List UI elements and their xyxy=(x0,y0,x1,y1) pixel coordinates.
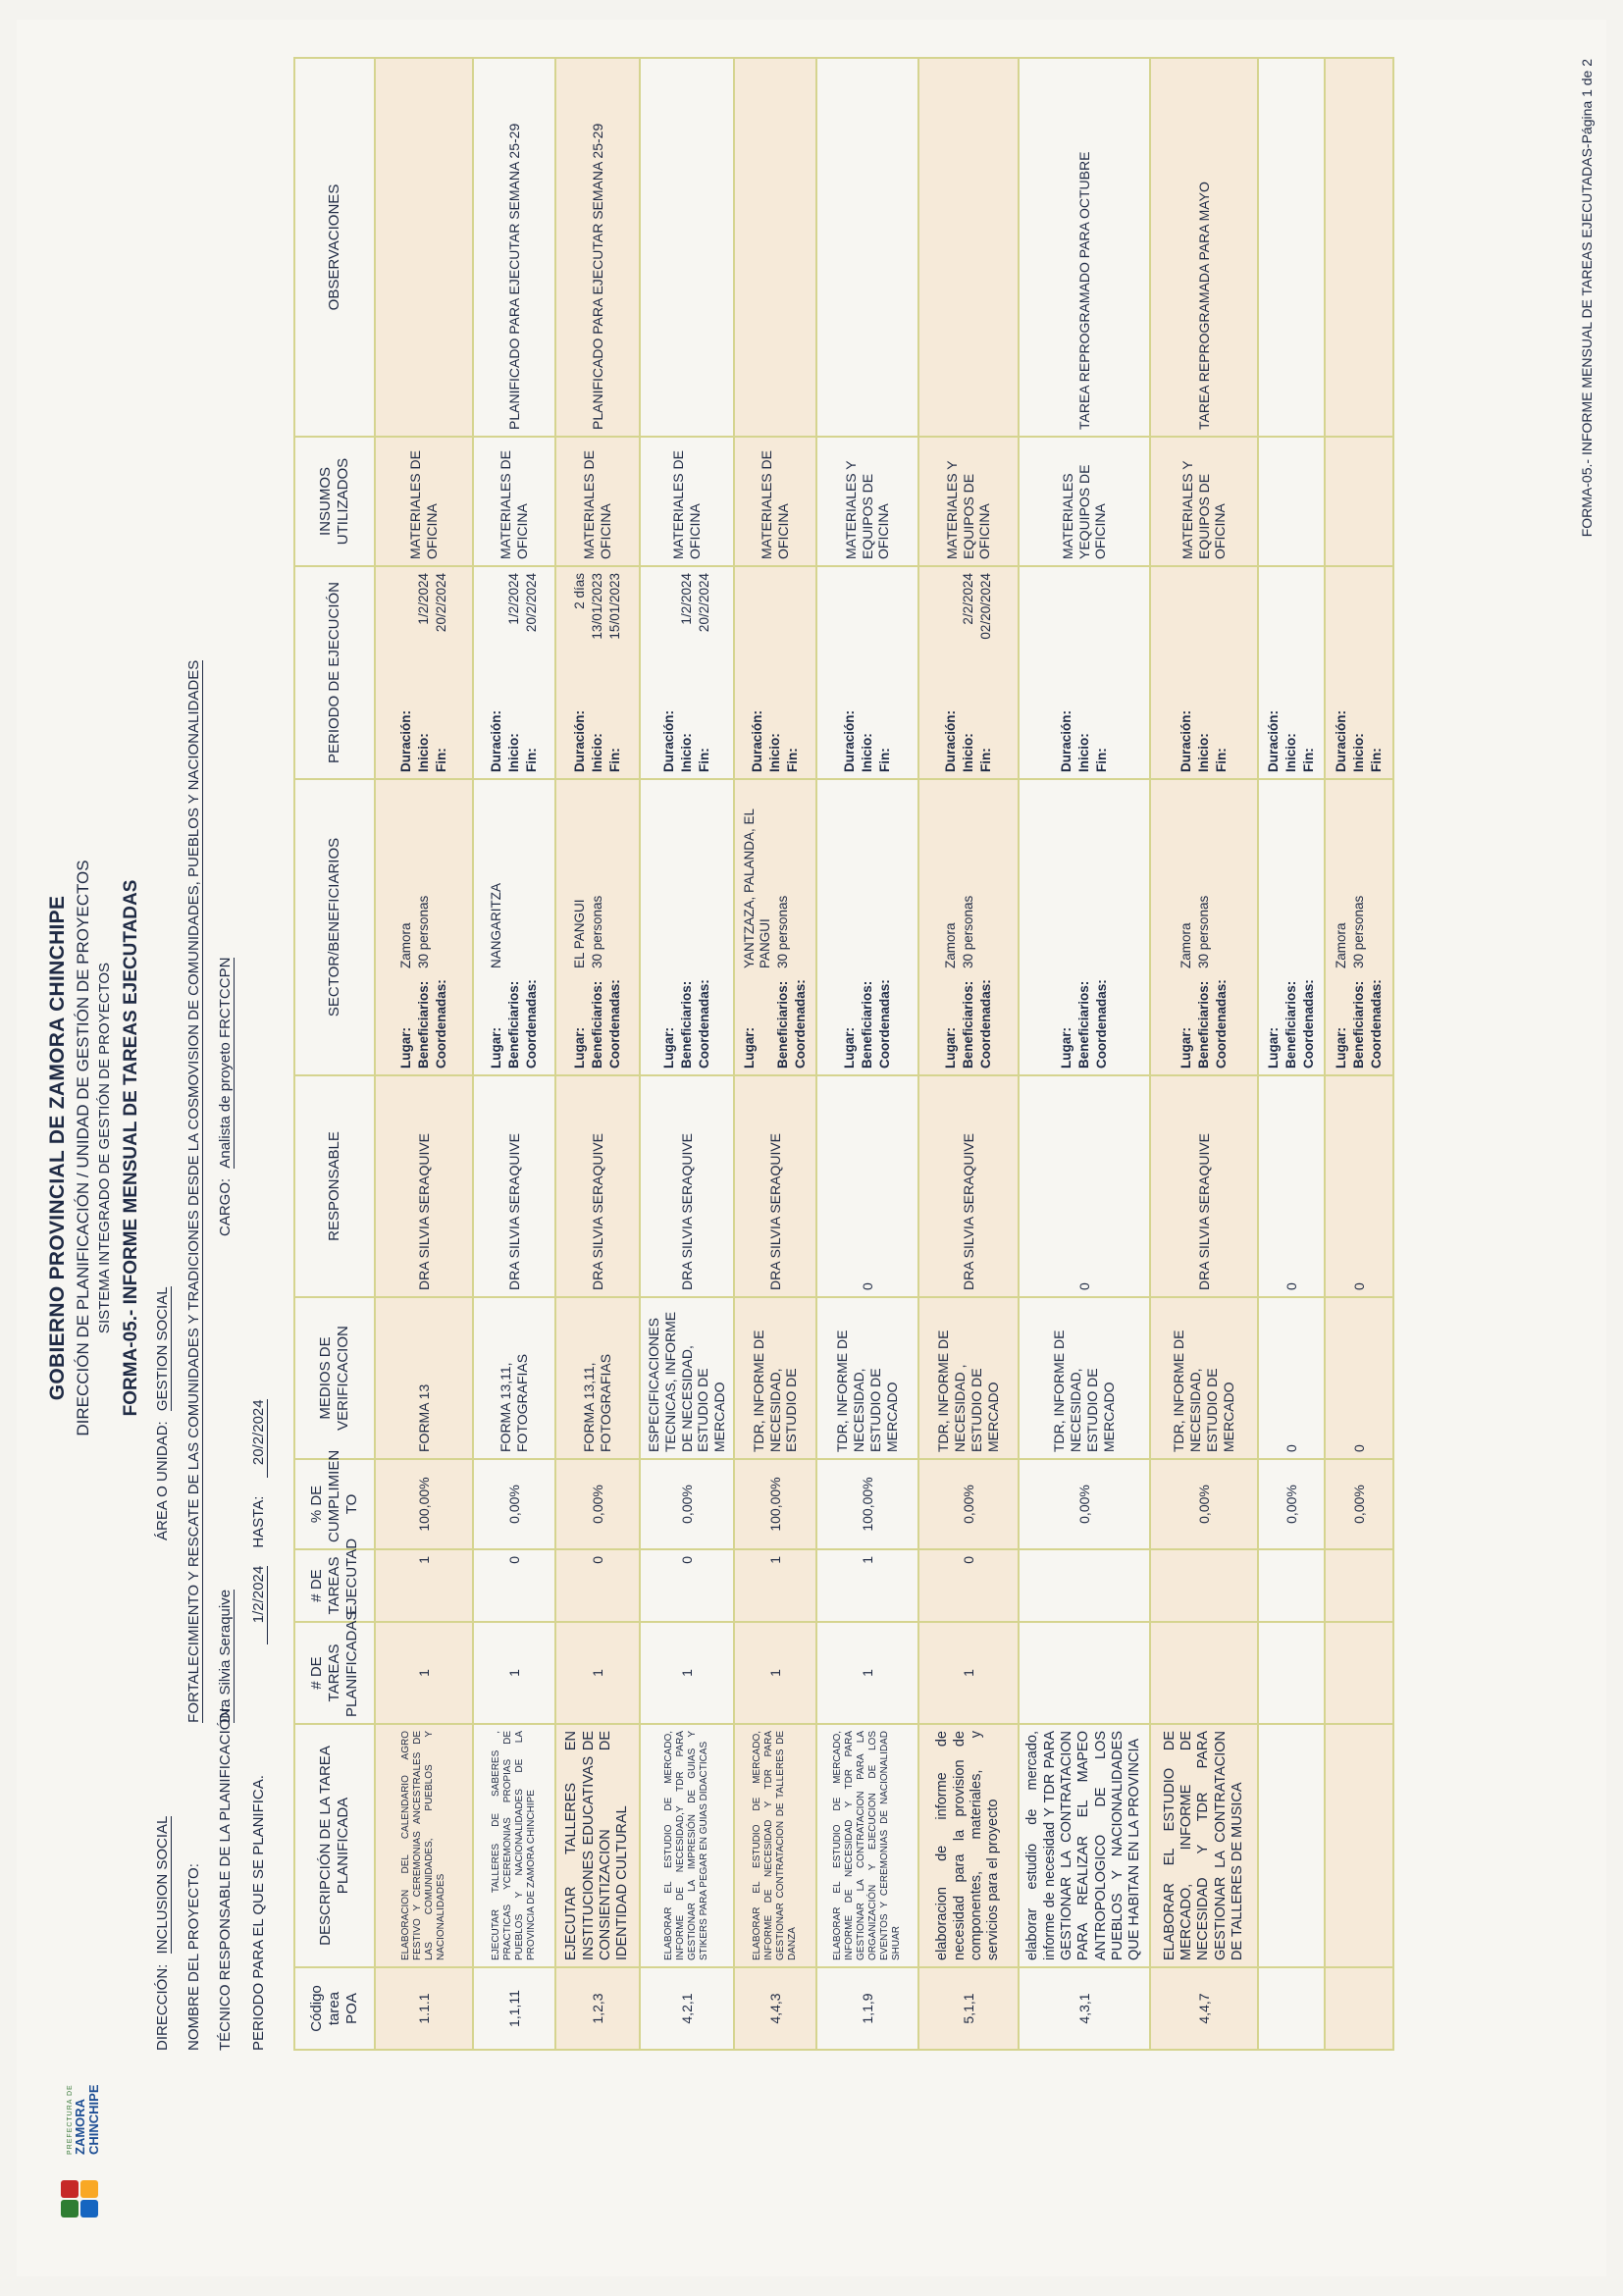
coordenadas-value xyxy=(877,786,893,968)
beneficiarios-value xyxy=(1283,786,1299,968)
cell-insumos xyxy=(1258,437,1325,566)
fin-label: Fin: xyxy=(1214,748,1230,772)
col-cumplimiento: % DE CUMPLIMIEN TO xyxy=(294,1459,375,1549)
inicio-value xyxy=(860,573,875,721)
cell-medios: FORMA 13,11, FOTOGRAFIAS xyxy=(473,1297,555,1459)
coordenadas-value xyxy=(697,786,712,968)
cell-periodo xyxy=(473,566,555,779)
lugar-value: YANTZAZA, PALANDA, EL PANGUI xyxy=(741,809,772,968)
cell-insumos: MATERIALES Y EQUIPOS DE OFICINA xyxy=(816,437,918,566)
cell-executed xyxy=(1150,1549,1258,1622)
lugar-value: Zamora xyxy=(942,922,958,968)
beneficiarios-value xyxy=(679,786,695,968)
cell-observaciones: TAREA REPROGRAMADA PARA MAYO xyxy=(1150,58,1258,437)
lugar-value xyxy=(842,786,858,968)
cell-description: ELABORACION DEL CALENDARIO AGRO FESTIVO Y CEREMONIAS ANCESTRALES DE LAS COMUNIDADES, PUEBLOS Y NACIONALIDADES xyxy=(375,1724,473,1967)
fin-label: Fin: xyxy=(607,748,623,772)
cell-periodo xyxy=(1150,566,1258,779)
coordenadas-value xyxy=(434,786,449,968)
cell-responsable: DRA SILVIA SERAQUIVE xyxy=(1150,1075,1258,1297)
cell-insumos: MATERIALES DE OFICINA xyxy=(640,437,734,566)
cell-observaciones: PLANIFICADO PARA EJECUTAR SEMANA 25-29 xyxy=(555,58,640,437)
lugar-value: NANGARITZA xyxy=(488,882,503,968)
cell-sector xyxy=(640,779,734,1075)
cell-percent: 0,00% xyxy=(555,1459,640,1549)
cell-observaciones: PLANIFICADO PARA EJECUTAR SEMANA 25-29 xyxy=(473,58,555,437)
cell-periodo xyxy=(640,566,734,779)
cell-code xyxy=(1258,1967,1325,2050)
fin-value: 20/2/2024 xyxy=(524,573,540,633)
duracion-value xyxy=(750,573,765,721)
cell-percent: 0,00% xyxy=(1325,1459,1393,1549)
duracion-value xyxy=(842,573,858,721)
inicio-label: Inicio: xyxy=(1350,733,1366,772)
document-header xyxy=(46,20,142,2276)
beneficiarios-value: 30 personas xyxy=(775,895,790,968)
fin-value: 15/01/2023 xyxy=(607,573,623,640)
inicio-label: Inicio: xyxy=(1075,733,1091,772)
cell-periodo xyxy=(555,566,640,779)
cell-sector xyxy=(375,779,473,1075)
cell-description: ELABORAR EL ESTUDIO DE MERCADO, INFORME DE NECESIDAD Y TDR PARA GESTIONAR LA CONTRATACION DE TALLERES DE MUSICA xyxy=(1150,1724,1258,1967)
cell-sector xyxy=(1019,779,1150,1075)
col-insumos: INSUMOS UTILIZADOS xyxy=(294,437,375,566)
duracion-label: Duración: xyxy=(749,709,764,772)
fin-label: Fin: xyxy=(1301,748,1317,772)
hasta-label: HASTA: xyxy=(250,1495,267,1548)
table-row xyxy=(734,58,816,2050)
cell-code: 1.1.1 xyxy=(375,1967,473,2050)
inicio-label: Inicio: xyxy=(1283,733,1298,772)
table-row xyxy=(1150,58,1258,2050)
coordenadas-label: Coordenadas: xyxy=(1301,979,1317,1069)
cell-planned: 1 xyxy=(555,1622,640,1724)
cell-executed xyxy=(1019,1549,1150,1622)
cell-sector xyxy=(1325,779,1393,1075)
coordenadas-label: Coordenadas: xyxy=(877,979,893,1069)
area-label: ÁREA O UNIDAD: xyxy=(154,1421,171,1540)
inicio-label: Inicio: xyxy=(589,733,604,772)
cell-periodo xyxy=(918,566,1019,779)
cell-executed: 0 xyxy=(555,1549,640,1622)
cell-planned xyxy=(1258,1622,1325,1724)
coordenadas-label: Coordenadas: xyxy=(1369,979,1385,1069)
cell-executed: 0 xyxy=(918,1549,1019,1622)
cell-code: 4,2,1 xyxy=(640,1967,734,2050)
cell-code: 1,2,3 xyxy=(555,1967,640,2050)
duracion-value xyxy=(1178,573,1194,721)
cell-executed: 0 xyxy=(640,1549,734,1622)
cell-insumos: MATERIALES Y EQUIPOS DE OFICINA xyxy=(918,437,1019,566)
beneficiarios-label: Beneficiarios: xyxy=(960,980,975,1069)
tasks-table xyxy=(293,57,1394,2051)
table-header-row xyxy=(294,58,375,2050)
cell-observaciones xyxy=(1325,58,1393,437)
inicio-value xyxy=(1351,573,1367,721)
periodo-label: PERIODO PARA EL QUE SE PLANIFICA. xyxy=(250,1775,267,2051)
inicio-value: 1/2/2024 xyxy=(678,573,694,625)
cell-sector xyxy=(1258,779,1325,1075)
cell-sector xyxy=(555,779,640,1075)
fin-label: Fin: xyxy=(697,748,712,772)
area-value: GESTION SOCIAL xyxy=(154,1286,171,1412)
cell-responsable: DRA SILVIA SERAQUIVE xyxy=(555,1075,640,1297)
table-row xyxy=(1019,58,1150,2050)
cell-code: 1,1,11 xyxy=(473,1967,555,2050)
cell-responsable: 0 xyxy=(1325,1075,1393,1297)
cell-responsable: 0 xyxy=(816,1075,918,1297)
beneficiarios-value: 30 personas xyxy=(960,895,975,968)
duracion-value xyxy=(489,573,504,721)
col-periodo: PERIODO DE EJECUCIÓN xyxy=(294,566,375,779)
cell-medios: FORMA 13,11, FOTOGRAFIAS xyxy=(555,1297,640,1459)
lugar-label: Lugar: xyxy=(1058,1027,1073,1069)
duracion-label: Duración: xyxy=(397,709,413,772)
beneficiarios-value xyxy=(1076,786,1092,968)
prefectura-logo: PREFECTURA DE ZAMORA CHINCHIPE xyxy=(61,2084,106,2218)
fin-value: 20/2/2024 xyxy=(697,573,712,633)
lugar-value xyxy=(1266,786,1282,968)
cell-insumos xyxy=(1325,437,1393,566)
cell-executed: 1 xyxy=(816,1549,918,1622)
inicio-value xyxy=(1196,573,1212,721)
cell-periodo xyxy=(734,566,816,779)
beneficiarios-label: Beneficiarios: xyxy=(505,980,521,1069)
cell-code xyxy=(1325,1967,1393,2050)
cell-responsable: DRA SILVIA SERAQUIVE xyxy=(734,1075,816,1297)
col-planificadas: # DE TAREAS PLANIFICADAS xyxy=(294,1622,375,1724)
table-row xyxy=(918,58,1019,2050)
fin-value xyxy=(785,573,801,721)
cell-executed: 1 xyxy=(734,1549,816,1622)
coordenadas-label: Coordenadas: xyxy=(697,979,712,1069)
cell-insumos: MATERIALES DE OFICINA xyxy=(734,437,816,566)
cell-medios: TDR, INFORME DE NECESIDAD, ESTUDIO DE xyxy=(734,1297,816,1459)
col-codigo: Código tarea POA xyxy=(294,1967,375,2050)
coordenadas-value xyxy=(524,786,540,968)
header-line2: DIRECCIÓN DE PLANIFICACIÓN / UNIDAD DE GESTIÓN DE PROYECTOS xyxy=(74,860,92,1436)
cell-planned: 1 xyxy=(640,1622,734,1724)
cell-sector xyxy=(918,779,1019,1075)
cell-percent: 0,00% xyxy=(640,1459,734,1549)
inicio-value xyxy=(767,573,783,721)
cell-periodo xyxy=(1019,566,1150,779)
cell-percent: 100,00% xyxy=(734,1459,816,1549)
cell-executed: 1 xyxy=(375,1549,473,1622)
coordenadas-label: Coordenadas: xyxy=(524,979,540,1069)
duracion-value: 2 días xyxy=(571,573,587,609)
inicio-label: Inicio: xyxy=(415,733,431,772)
cell-sector xyxy=(816,779,918,1075)
cell-code: 4,3,1 xyxy=(1019,1967,1150,2050)
beneficiarios-label: Beneficiarios: xyxy=(678,980,694,1069)
cell-percent: 0,00% xyxy=(473,1459,555,1549)
cell-responsable: 0 xyxy=(1258,1075,1325,1297)
table-row xyxy=(1325,58,1393,2050)
cell-insumos: MATERIALES DE OFICINA xyxy=(473,437,555,566)
fin-value xyxy=(877,573,893,721)
cell-planned xyxy=(1150,1622,1258,1724)
cell-code: 1,1,9 xyxy=(816,1967,918,2050)
coordenadas-label: Coordenadas: xyxy=(434,979,449,1069)
cell-percent: 0,00% xyxy=(1258,1459,1325,1549)
cell-planned xyxy=(1019,1622,1150,1724)
page-footer: FORMA-05.- INFORME MENSUAL DE TAREAS EJECUTADAS-Página 1 de 2 xyxy=(1579,59,1595,538)
proyecto-label: NOMBRE DEL PROYECTO: xyxy=(185,1863,202,2051)
cell-periodo xyxy=(1325,566,1393,779)
cell-observaciones xyxy=(375,58,473,437)
cell-planned: 1 xyxy=(734,1622,816,1724)
beneficiarios-label: Beneficiarios: xyxy=(1195,980,1211,1069)
fin-label: Fin: xyxy=(1369,748,1385,772)
direccion-value: INCLUSION SOCIAL xyxy=(154,1815,171,1955)
col-medios: MEDIOS DE VERIFICACION xyxy=(294,1297,375,1459)
table-row xyxy=(555,58,640,2050)
cell-responsable: DRA SILVIA SERAQUIVE xyxy=(918,1075,1019,1297)
lugar-value xyxy=(661,786,677,968)
header-line1: GOBIERNO PROVINCIAL DE ZAMORA CHINCHIPE xyxy=(46,895,69,1401)
cell-medios: TDR, INFORME DE NECESIDAD, ESTUDIO DE MERCADO xyxy=(1150,1297,1258,1459)
beneficiarios-value xyxy=(860,786,875,968)
inicio-value: 1/2/2024 xyxy=(415,573,431,625)
cell-percent: 0,00% xyxy=(1150,1459,1258,1549)
cell-description: EJECUTAR TALLERES DE SABERES , PRACTICAS YCEREMONIAS PROPIAS DE PUEBLOS Y NACIONALIDADES DE LA PROVINCIA DE ZAMORA CHINCHIPE xyxy=(473,1724,555,1967)
fin-value: 02/20/2024 xyxy=(978,573,994,640)
col-sector: SECTOR/BENEFICIARIOS xyxy=(294,779,375,1075)
coordenadas-value xyxy=(1301,786,1317,968)
cell-planned: 1 xyxy=(816,1622,918,1724)
cell-medios: TDR, INFORME DE NECESIDAD, ESTUDIO DE MERCADO xyxy=(816,1297,918,1459)
tecnico-value: Dra Silvia Seraquive xyxy=(217,1589,234,1723)
cell-description: ELABORAR EL ESTUDIO DE MERCADO, INFORME DE NECESIDAD Y TDR PARA GESTIONAR LA CONTRATACION PARA LA ORGANIZACIÓN Y EJECUCION DE LOS EVENTOS Y CEREMONIAS DE NACIONALIDAD SHUAR xyxy=(816,1724,918,1967)
cell-observaciones xyxy=(734,58,816,437)
fin-label: Fin: xyxy=(524,748,540,772)
form-title: FORMA-05.- INFORME MENSUAL DE TAREAS EJECUTADAS xyxy=(121,879,141,1417)
duracion-value xyxy=(1059,573,1074,721)
inicio-value: 1/2/2024 xyxy=(505,573,521,625)
cell-percent: 0,00% xyxy=(1019,1459,1150,1549)
lugar-label: Lugar: xyxy=(1178,1027,1193,1069)
duracion-label: Duración: xyxy=(488,709,503,772)
table-row xyxy=(640,58,734,2050)
lugar-label: Lugar: xyxy=(942,1027,958,1069)
duracion-label: Duración: xyxy=(1178,709,1193,772)
proyecto-value: FORTALECIMIENTO Y RESCATE DE LAS COMUNIDADES Y TRADICIONES DESDE LA COSMOVISION DE COMUNIDADES, PUEBLOS Y NACIONALIDADES xyxy=(185,659,202,1723)
col-observaciones: OBSERVACIONES xyxy=(294,58,375,437)
inicio-label: Inicio: xyxy=(1195,733,1211,772)
lugar-label: Lugar: xyxy=(841,1027,857,1069)
duracion-label: Duración: xyxy=(571,709,587,772)
cell-description: ELABORAR EL ESTUDIO DE MERCADO, INFORME DE NECESIDAD,Y TDR PARA GESTIONAR LA IMPRESIÓN DE GUIAS Y STIKERS PARA PEGAR EN GUIAS DIDACTICAS xyxy=(640,1724,734,1967)
beneficiarios-label: Beneficiarios: xyxy=(415,980,431,1069)
beneficiarios-label: Beneficiarios: xyxy=(1350,980,1366,1069)
header-line3: SISTEMA INTEGRADO DE GESTIÓN DE PROYECTOS xyxy=(96,962,113,1334)
cell-percent: 100,00% xyxy=(816,1459,918,1549)
fin-value xyxy=(1369,573,1385,721)
coordenadas-label: Coordenadas: xyxy=(978,979,994,1069)
cell-percent: 0,00% xyxy=(918,1459,1019,1549)
inicio-value xyxy=(1076,573,1092,721)
beneficiarios-label: Beneficiarios: xyxy=(775,980,790,1069)
inicio-label: Inicio: xyxy=(505,733,521,772)
cell-insumos: MATERIALES Y EQUIPOS DE OFICINA xyxy=(1150,437,1258,566)
beneficiarios-label: Beneficiarios: xyxy=(1075,980,1091,1069)
cell-planned: 1 xyxy=(473,1622,555,1724)
cell-responsable: 0 xyxy=(1019,1075,1150,1297)
duracion-value xyxy=(943,573,959,721)
cell-insumos: MATERIALES YEQUIPOS DE OFICINA xyxy=(1019,437,1150,566)
page-rotated xyxy=(17,20,1606,2276)
duracion-label: Duración: xyxy=(841,709,857,772)
cell-medios: TDR, INFORME DE NECESIDAD, ESTUDIO DE MERCADO xyxy=(1019,1297,1150,1459)
fin-label: Fin: xyxy=(785,748,801,772)
lugar-label: Lugar: xyxy=(741,1027,757,1069)
cell-code: 4,4,7 xyxy=(1150,1967,1258,2050)
lugar-value: Zamora xyxy=(1333,922,1348,968)
cell-insumos: MATERIALES DE OFICINA xyxy=(375,437,473,566)
fin-label: Fin: xyxy=(1094,748,1110,772)
beneficiarios-value: 30 personas xyxy=(1350,895,1366,968)
coordenadas-label: Coordenadas: xyxy=(607,979,623,1069)
cell-executed: 0 xyxy=(473,1549,555,1622)
coordenadas-label: Coordenadas: xyxy=(793,979,809,1069)
duracion-label: Duración: xyxy=(1333,709,1348,772)
fin-label: Fin: xyxy=(877,748,893,772)
fin-value: 20/2/2024 xyxy=(434,573,449,633)
inicio-value: 13/01/2023 xyxy=(589,573,604,640)
lugar-value: Zamora xyxy=(1178,922,1193,968)
coordenadas-value xyxy=(1214,786,1230,968)
fin-label: Fin: xyxy=(434,748,449,772)
cell-percent: 100,00% xyxy=(375,1459,473,1549)
lugar-value xyxy=(1059,786,1074,968)
beneficiarios-value: 30 personas xyxy=(415,895,431,968)
lugar-label: Lugar: xyxy=(660,1027,676,1069)
beneficiarios-value: 30 personas xyxy=(589,895,604,968)
duracion-label: Duración: xyxy=(942,709,958,772)
cell-description xyxy=(1258,1724,1325,1967)
table-row xyxy=(1258,58,1325,2050)
cell-observaciones: TAREA REPROGRAMADO PARA OCTUBRE xyxy=(1019,58,1150,437)
col-ejecutadas: # DE TAREAS EJECUTAD xyxy=(294,1549,375,1622)
cell-responsable: DRA SILVIA SERAQUIVE xyxy=(640,1075,734,1297)
beneficiarios-label: Beneficiarios: xyxy=(859,980,874,1069)
cargo-label: CARGO: xyxy=(217,1177,234,1236)
coordenadas-value xyxy=(1094,786,1110,968)
periodo-desde: 1/2/2024 xyxy=(250,1566,268,1644)
beneficiarios-label: Beneficiarios: xyxy=(589,980,604,1069)
beneficiarios-value xyxy=(506,786,522,968)
cell-observaciones xyxy=(1258,58,1325,437)
cell-sector xyxy=(473,779,555,1075)
duracion-value xyxy=(661,573,677,721)
table-row xyxy=(816,58,918,2050)
lugar-label: Lugar: xyxy=(1265,1027,1281,1069)
cell-medios: ESPECIFICACIONES TECNICAS, INFORME DE NECESIDAD, ESTUDIO DE MERCADO xyxy=(640,1297,734,1459)
lugar-label: Lugar: xyxy=(488,1027,503,1069)
coordenadas-value xyxy=(607,786,623,968)
table-row xyxy=(375,58,473,2050)
inicio-label: Inicio: xyxy=(678,733,694,772)
cell-medios: TDR, INFORME DE NECESIDAD , ESTUDIO DE MERCADO xyxy=(918,1297,1019,1459)
cell-medios: 0 xyxy=(1258,1297,1325,1459)
cell-sector xyxy=(734,779,816,1075)
cell-description: elaboracion de informe de necesidad para la provision de componentes, materiales, y servicios para el proyecto xyxy=(918,1724,1019,1967)
cell-periodo xyxy=(375,566,473,779)
lugar-value: EL PANGUI xyxy=(571,899,587,968)
beneficiarios-value: 30 personas xyxy=(1195,895,1211,968)
cell-planned: 1 xyxy=(375,1622,473,1724)
lugar-label: Lugar: xyxy=(397,1027,413,1069)
fin-value xyxy=(1301,573,1317,721)
fin-value xyxy=(1214,573,1230,721)
cargo-value: Analista de proyeto FRCTCCPN xyxy=(217,957,234,1169)
coordenadas-value xyxy=(978,786,994,968)
table-row xyxy=(473,58,555,2050)
inicio-label: Inicio: xyxy=(859,733,874,772)
fin-value xyxy=(1094,573,1110,721)
duracion-value xyxy=(1334,573,1349,721)
inicio-label: Inicio: xyxy=(766,733,782,772)
cell-responsable: DRA SILVIA SERAQUIVE xyxy=(473,1075,555,1297)
inicio-value xyxy=(1283,573,1299,721)
cell-medios: FORMA 13 xyxy=(375,1297,473,1459)
fin-label: Fin: xyxy=(978,748,994,772)
coordenadas-value xyxy=(1369,786,1385,968)
coordenadas-label: Coordenadas: xyxy=(1094,979,1110,1069)
inicio-value: 2/2/2024 xyxy=(960,573,975,625)
cell-code: 4,4,3 xyxy=(734,1967,816,2050)
cell-medios: 0 xyxy=(1325,1297,1393,1459)
duracion-label: Duración: xyxy=(660,709,676,772)
cell-planned: 1 xyxy=(918,1622,1019,1724)
coordenadas-value xyxy=(793,786,809,968)
cell-insumos: MATERIALES DE OFICINA xyxy=(555,437,640,566)
coordenadas-label: Coordenadas: xyxy=(1214,979,1230,1069)
cell-description: elaborar estudio de mercado, informe de necesidad Y TDR PARA GESTIONAR LA CONTRATACION PARA REALIZAR EL MAPEO ANTROPOLOGICO DE LOS PUEBLOS Y NACIONALIDADES QUE HABITAN EN LA PROVINCIA xyxy=(1019,1724,1150,1967)
col-responsable: RESPONSABLE xyxy=(294,1075,375,1297)
duracion-value xyxy=(1266,573,1282,721)
cell-code: 5,1,1 xyxy=(918,1967,1019,2050)
beneficiarios-label: Beneficiarios: xyxy=(1283,980,1298,1069)
cell-observaciones xyxy=(918,58,1019,437)
periodo-hasta: 20/2/2024 xyxy=(250,1399,268,1478)
duracion-label: Duración: xyxy=(1265,709,1281,772)
duracion-value xyxy=(398,573,414,721)
lugar-label: Lugar: xyxy=(1333,1027,1348,1069)
lugar-value: Zamora xyxy=(397,922,413,968)
cell-periodo xyxy=(816,566,918,779)
cell-observaciones xyxy=(816,58,918,437)
cell-description: ELABORAR EL ESTUDIO DE MERCADO, INFORME DE NECESIDAD Y TDR PARA GESTIONAR CONTRATACION DE TALLERES DE DANZA xyxy=(734,1724,816,1967)
cell-description: EJECUTAR TALLERES EN INSTITUCIONES EDUCATIVAS DE CONSIENTIZACION DE IDENTIDAD CULTURAL xyxy=(555,1724,640,1967)
cell-description xyxy=(1325,1724,1393,1967)
lugar-label: Lugar: xyxy=(571,1027,587,1069)
cell-planned xyxy=(1325,1622,1393,1724)
cell-responsable: DRA SILVIA SERAQUIVE xyxy=(375,1075,473,1297)
inicio-label: Inicio: xyxy=(960,733,975,772)
duracion-label: Duración: xyxy=(1058,709,1073,772)
cell-periodo xyxy=(1258,566,1325,779)
cell-sector xyxy=(1150,779,1258,1075)
col-descripcion: DESCRIPCIÓN DE LA TAREA PLANIFICADA xyxy=(294,1724,375,1967)
cell-observaciones xyxy=(640,58,734,437)
cell-executed xyxy=(1325,1549,1393,1622)
tecnico-label: TÉCNICO RESPONSABLE DE LA PLANIFICACIÓN: xyxy=(217,1703,234,2051)
direccion-label: DIRECCIÓN: xyxy=(154,1963,171,2051)
cell-executed xyxy=(1258,1549,1325,1622)
